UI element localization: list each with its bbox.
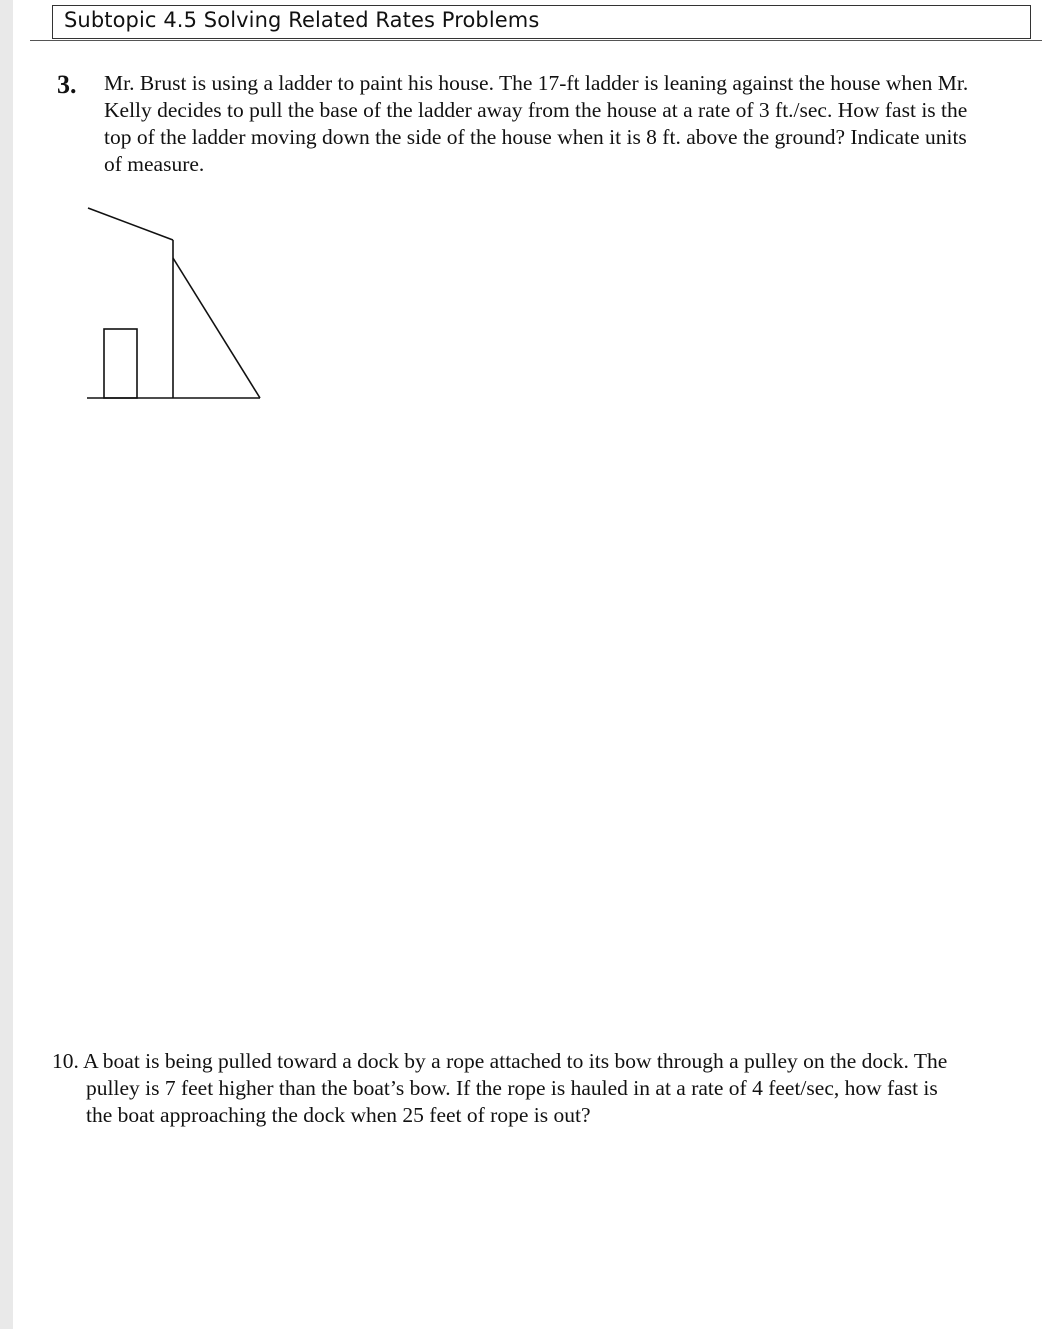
problem-3-line: Mr. Brust is using a ladder to paint his house. The 17-ft ladder is leaning against the house when Mr. [104, 71, 969, 95]
problem-10-line: pulley is 7 feet higher than the boat’s bow. If the rope is hauled in at a rate of 4 feet/sec, how fast is [86, 1076, 938, 1100]
problem-3-number: 3. [57, 70, 77, 99]
problem-3-text [104, 70, 1047, 178]
problem-3-line: Kelly decides to pull the base of the ladder away from the house at a rate of 3 ft./sec. How fast is the [104, 98, 968, 122]
problem-10-text [52, 1048, 1042, 1129]
problem-3-line: top of the ladder moving down the side of the house when it is 8 ft. above the ground? Indicate units [104, 125, 967, 149]
ladder-line [173, 258, 260, 398]
header-rule [30, 40, 1042, 41]
house-roof-line [88, 208, 173, 240]
house-door [104, 329, 137, 398]
left-page-margin [0, 0, 13, 1329]
problem-3-line: of measure. [104, 152, 205, 176]
problem-10-line: the boat approaching the dock when 25 feet of rope is out? [86, 1103, 591, 1127]
ladder-house-diagram [80, 200, 270, 405]
problem-10-line: 10. A boat is being pulled toward a dock by a rope attached to its bow through a pulley on the dock. The [52, 1049, 948, 1073]
page-title: Subtopic 4.5 Solving Related Rates Problems [64, 8, 540, 32]
